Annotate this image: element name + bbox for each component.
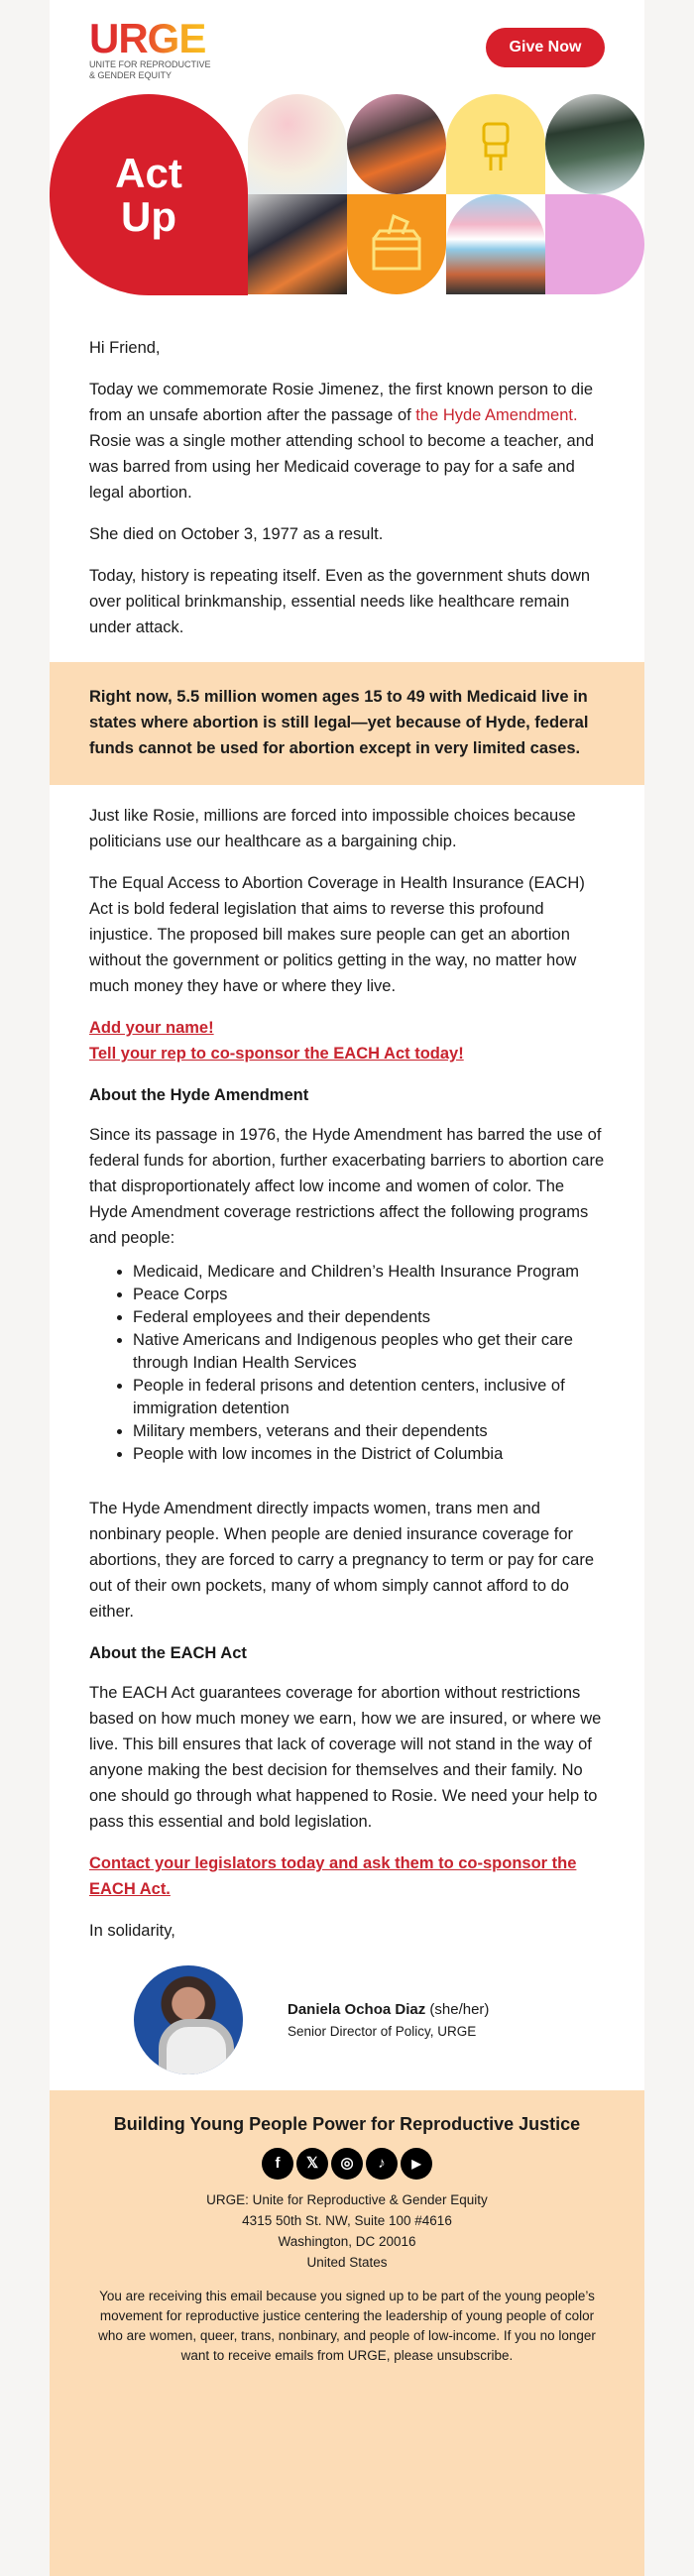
affected-programs-list xyxy=(133,1261,605,1466)
list-item: • People in federal prisons and detention centers, inclusive of immigration detention xyxy=(133,1375,605,1420)
address-line: URGE: Unite for Reproductive & Gender Equity xyxy=(206,2192,488,2207)
callout-end: ages 15 to 49 with Medicaid live in states where abortion is still legal—yet because of Hyde, federal funds cannot be used for abortion except in very limited cases. xyxy=(89,688,589,757)
pastel-gradient-tile xyxy=(248,94,347,194)
hero-line-2: Up xyxy=(121,193,176,240)
contact-legislators-link[interactable]: Contact your legislators today and ask them to co-sponsor the EACH Act. xyxy=(89,1854,577,1898)
pink-tile xyxy=(545,194,644,294)
urge-logo[interactable] xyxy=(89,15,213,81)
add-name-link[interactable]: Add your name! xyxy=(89,1019,214,1037)
each-intro-paragraph: The Equal Access to Abortion Coverage in Health Insurance (EACH) Act is bold federal legislation that aims to reverse this profound injustice. The proposed bill makes sure people can get an abortion without the government or politics getting in the way, no matter how much money they have or where they live. xyxy=(89,874,585,995)
footer-heading: Building Young People Power for Reproductive Justice xyxy=(113,2114,581,2134)
closing: In solidarity, xyxy=(89,1922,175,1940)
callout-text xyxy=(89,684,605,761)
avatar xyxy=(134,1965,243,2074)
address-line: Washington, DC 20016 xyxy=(278,2234,416,2249)
signer-title: Senior Director of Policy, URGE xyxy=(288,2024,477,2039)
hyde-paragraph xyxy=(89,1122,605,1251)
rosie-paragraph: Just like Rosie, millions are forced into impossible choices because politicians use our healthcare as a bargaining chip. xyxy=(89,807,576,850)
list-item: • People with low incomes in the District of Columbia xyxy=(133,1443,605,1466)
address-line: 4315 50th St. NW, Suite 100 #4616 xyxy=(242,2213,452,2228)
tell-rep-link[interactable]: Tell your rep to co-sponsor the EACH Act today! xyxy=(89,1045,464,1063)
email-body xyxy=(50,295,644,662)
fist-tile xyxy=(446,94,545,194)
hero-banner xyxy=(50,94,644,295)
x-icon[interactable]: 𝕏 xyxy=(296,2148,328,2180)
address-line: United States xyxy=(306,2255,388,2270)
raised-fist-icon xyxy=(446,94,545,194)
signer-name: Daniela Ochoa Diaz xyxy=(288,2001,426,2018)
act-up-badge xyxy=(50,94,248,295)
statistic-link[interactable]: 5.5 million women xyxy=(176,688,318,706)
protest-photo-2 xyxy=(545,94,644,194)
intro-text-end: Rosie was a single mother attending school to become a teacher, and was barred from using her Medicaid coverage to pay for a safe and legal abortion. xyxy=(89,432,595,502)
hyde-amendment-link[interactable]: the Hyde Amendment. xyxy=(415,406,578,424)
hyde-text: , the Hyde Amendment has barred the use of federal funds for abortion, further exacerbating barriers to abortion care that disproportionately affect low income and women of color. The Hyde Amendment coverage restrictions affect the following programs and people: xyxy=(89,1126,605,1247)
history-paragraph: Today, history is repeating itself. Even as the government shuts down over political brinkmanship, essential needs like healthcare remain under attack. xyxy=(89,567,591,636)
intro-paragraph xyxy=(89,377,605,505)
protest-photo-4 xyxy=(446,194,545,294)
cta-group xyxy=(89,1015,605,1066)
hero-line-1: Act xyxy=(115,150,182,196)
youtube-icon[interactable]: ▶ xyxy=(401,2148,432,2180)
signature-text xyxy=(288,1998,489,2042)
death-paragraph: She died on October 3, 1977 as a result. xyxy=(89,525,384,543)
signature xyxy=(89,1960,605,2090)
signer-pronouns: (she/her) xyxy=(429,2001,490,2018)
protest-photo-1 xyxy=(347,94,446,194)
ballot-box-icon xyxy=(347,194,446,294)
mailing-address xyxy=(79,2189,615,2273)
list-item: • Military members, veterans and their dependents xyxy=(133,1420,605,1443)
email-body-2 xyxy=(50,803,644,2090)
list-item: • Medicaid, Medicare and Children’s Health Insurance Program xyxy=(133,1261,605,1284)
unsubscribe-notice: You are receiving this email because you signed up to be part of the young people’s movement for reproductive justice centering the leadership of young people of color who are women, queer, trans, nonbinary, and people of low-income. If you no longer want to receive emails from URGE, please unsubscribe. xyxy=(98,2289,596,2363)
callout-box xyxy=(50,662,644,785)
email-footer xyxy=(50,2090,644,2576)
intro-text: Today we commemorate Rosie Jimenez, the first known person to die from an unsafe abortion after the passage of xyxy=(89,381,594,424)
facebook-icon[interactable]: f xyxy=(262,2148,293,2180)
protest-photo-3 xyxy=(248,194,347,294)
hyde-heading: About the Hyde Amendment xyxy=(89,1086,309,1104)
email-container xyxy=(50,0,644,2576)
logo-mark: URGE xyxy=(89,20,213,57)
list-item: • Peace Corps xyxy=(133,1284,605,1306)
email-header xyxy=(50,0,644,94)
tiktok-icon[interactable]: ♪ xyxy=(366,2148,398,2180)
instagram-icon[interactable]: ◎ xyxy=(331,2148,363,2180)
since-passage-link[interactable]: Since its passage in 1976 xyxy=(89,1126,277,1144)
ballot-box-tile xyxy=(347,194,446,294)
each-heading: About the EACH Act xyxy=(89,1644,247,1662)
logo-subtitle: UNITE FOR REPRODUCTIVE & GENDER EQUITY xyxy=(89,59,211,80)
callout-start: Right now, xyxy=(89,688,177,706)
greeting: Hi Friend, xyxy=(89,339,161,357)
impact-paragraph: The Hyde Amendment directly impacts women, trans men and nonbinary people. When people are denied insurance coverage for abortions, they are forced to carry a pregnancy to term or pay for care out of their own pockets, many of whom simply cannot afford to do either. xyxy=(89,1500,594,1621)
cta-contact xyxy=(89,1850,605,1902)
list-item: • Native Americans and Indigenous peoples who get their care through Indian Health Services xyxy=(133,1329,605,1375)
give-now-button[interactable]: Give Now xyxy=(486,28,605,67)
social-links xyxy=(79,2148,615,2180)
list-item: • Federal employees and their dependents xyxy=(133,1306,605,1329)
each-paragraph: The EACH Act guarantees coverage for abortion without restrictions based on how much money we earn, how we are insured, or where we live. This bill ensures that lack of coverage will not stand in the way of anyone making the best decision for themselves and their family. No one should go through what happened to Rosie. We need your help to pass this essential and bold legislation. xyxy=(89,1684,602,1831)
